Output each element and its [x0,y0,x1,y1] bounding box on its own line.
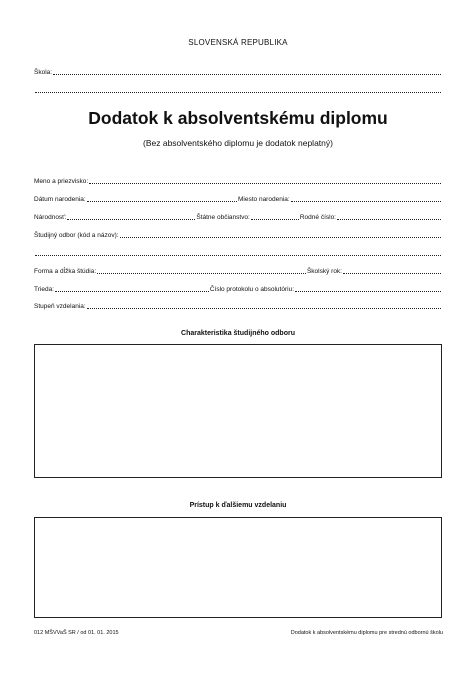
study-field-label: Študijný odbor (kód a názov): [34,232,119,239]
document-subtitle: (Bez absolventského diplomu je dodatok neplatný) [143,138,333,148]
school-line [34,66,442,76]
form-length-label: Forma a dĺžka štúdia: [34,268,97,275]
document-title: Dodatok k absolventskému diplomu [88,108,388,128]
characteristics-title: Charakteristika študijného odboru [181,330,295,337]
name-label: Meno a priezvisko: [34,178,89,185]
education-level-label: Stupeň vzdelania: [34,303,86,310]
nationality-fill[interactable] [67,219,195,220]
form-line [34,265,442,275]
form-length-fill[interactable] [97,273,306,274]
study-field-fill[interactable] [120,237,441,238]
school-fill-2[interactable] [35,92,441,93]
study-field-line-2 [34,247,442,257]
study-field-line [34,229,442,239]
name-fill[interactable] [89,183,441,184]
name-line [34,175,442,185]
school-fill[interactable] [53,74,441,75]
birth-number-label: Rodné číslo: [299,214,336,221]
school-line-2 [34,84,442,94]
birth-date-label: Dátum narodenia: [34,196,86,203]
education-level-line [34,300,442,310]
school-label: Škola: [34,69,53,76]
birth-place-fill[interactable] [291,201,441,202]
characteristics-box[interactable] [34,344,442,478]
school-year-fill[interactable] [343,273,441,274]
nationality-label: Národnosť: [34,214,67,221]
birth-line [34,193,442,203]
birth-date-fill[interactable] [87,201,237,202]
education-level-fill[interactable] [87,308,441,309]
citizenship-label: Štátne občianstvo: [196,214,250,221]
class-line [34,283,442,293]
further-education-title: Prístup k ďalšiemu vzdelaniu [189,502,287,509]
form-code: 012 MŠVVaŠ SR / od 01. 01. 2015 [34,630,119,636]
protocol-number-label: Číslo protokolu o absolutóriu: [209,286,294,293]
country-header: SLOVENSKÁ REPUBLIKA [188,38,288,47]
study-field-fill-2[interactable] [35,255,441,256]
protocol-number-fill[interactable] [295,291,441,292]
class-label: Trieda: [34,286,54,293]
birth-place-label: Miesto narodenia: [238,196,290,203]
birth-number-fill[interactable] [337,219,441,220]
school-year-label: Školský rok: [306,268,342,275]
citizenship-fill[interactable] [251,219,299,220]
nationality-line [34,211,442,221]
form-description: Dodatok k absolventskému diplomu pre strednú odbornú školu [290,630,443,636]
class-fill[interactable] [55,291,209,292]
further-education-box[interactable] [34,517,442,618]
